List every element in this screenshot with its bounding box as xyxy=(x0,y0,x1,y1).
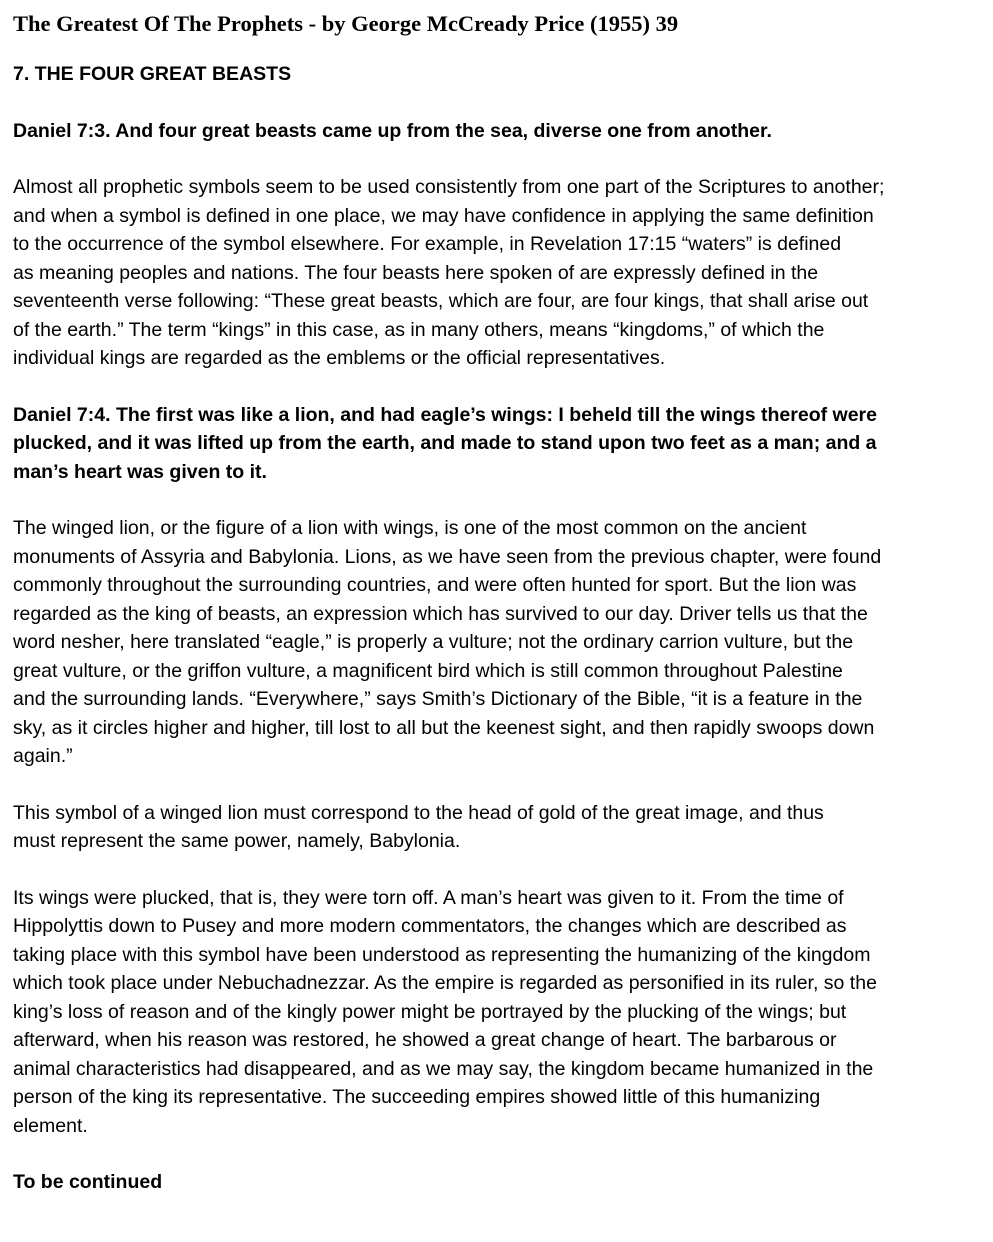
text-line: Its wings were plucked, that is, they were torn off. A man’s heart was given to it. From the time of xyxy=(13,886,844,909)
paragraph-head-of-gold xyxy=(13,799,985,856)
text-line: word nesher, here translated “eagle,” is properly a vulture; not the ordinary carrion vulture, but the xyxy=(13,631,854,653)
text-line: to the occurrence of the symbol elsewhere. For example, in Revelation 17:15 “waters” is defined xyxy=(13,233,842,255)
text-line: and when a symbol is defined in one place, we may have confidence in applying the same definition xyxy=(13,204,874,227)
text-line: taking place with this symbol have been understood as representing the humanizing of the kingdom xyxy=(13,943,871,966)
text-line: of the earth.” The term “kings” in this case, as in many others, means “kingdoms,” of which the xyxy=(13,318,825,341)
text-line: element. xyxy=(13,1114,88,1137)
text-line: Almost all prophetic symbols seem to be used consistently from one part of the Scriptures to another; xyxy=(13,176,885,198)
verse-line: plucked, and it was lifted up from the earth, and made to stand upon two feet as a man; and a xyxy=(13,432,877,454)
text-line: great vulture, or the griffon vulture, a magnificent bird which is still common throughout Palestine xyxy=(13,659,843,682)
text-line: animal characteristics had disappeared, and as we may say, the kingdom became humanized in the xyxy=(13,1057,874,1080)
text-line: regarded as the king of beasts, an expression which has survived to our day. Driver tells us that the xyxy=(13,602,868,625)
text-line: again.” xyxy=(13,745,73,767)
text-line: afterward, when his reason was restored, he showed a great change of heart. The barbarous or xyxy=(13,1029,837,1051)
text-line: and the surrounding lands. “Everywhere,” says Smith’s Dictionary of the Bible, “it is a feature in the xyxy=(13,688,863,710)
text-line: commonly throughout the surrounding countries, and were often hunted for sport. But the lion was xyxy=(13,574,857,596)
text-line: king’s loss of reason and of the kingly power might be portrayed by the plucking of the wings; but xyxy=(13,1000,847,1023)
text-line: The winged lion, or the figure of a lion with wings, is one of the most common on the ancient xyxy=(13,517,807,539)
page-header: The Greatest Of The Prophets - by George McCready Price (1955) 39 xyxy=(13,11,679,36)
paragraph-wings-plucked xyxy=(13,884,985,1141)
text-line: seventeenth verse following: “These great beasts, which are four, are four kings, that shall arise out xyxy=(13,290,869,312)
verse-line: Daniel 7:4. The first was like a lion, and had eagle’s wings: I beheld till the wings thereof were xyxy=(13,403,877,426)
paragraph-winged-lion xyxy=(13,514,985,771)
text-line: Hippolyttis down to Pusey and more modern commentators, the changes which are described as xyxy=(13,915,847,937)
verse-daniel-7-4 xyxy=(13,401,985,487)
verse-daniel-7-3 xyxy=(13,117,985,146)
text-line: sky, as it circles higher and higher, till lost to all but the keenest sight, and then rapidly swoops down xyxy=(13,716,875,739)
verse-line: Daniel 7:3. And four great beasts came up from the sea, diverse one from another. xyxy=(13,119,772,142)
to-be-continued: To be continued xyxy=(13,1171,163,1193)
text-line: This symbol of a winged lion must correspond to the head of gold of the great image, and thus xyxy=(13,801,824,824)
chapter-title: 7. THE FOUR GREAT BEASTS xyxy=(13,63,292,85)
paragraph-prophetic-symbols xyxy=(13,173,985,373)
text-line: monuments of Assyria and Babylonia. Lions, as we have seen from the previous chapter, were found xyxy=(13,545,882,568)
text-line: which took place under Nebuchadnezzar. As the empire is regarded as personified in its ruler, so the xyxy=(13,972,877,994)
verse-line: man’s heart was given to it. xyxy=(13,460,267,483)
text-line: must represent the same power, namely, Babylonia. xyxy=(13,830,461,852)
text-line: person of the king its representative. The succeeding empires showed little of this humanizing xyxy=(13,1086,821,1108)
document-page xyxy=(13,8,985,1197)
text-line: as meaning peoples and nations. The four beasts here spoken of are expressly defined in the xyxy=(13,261,819,284)
text-line: individual kings are regarded as the emblems or the official representatives. xyxy=(13,347,666,369)
